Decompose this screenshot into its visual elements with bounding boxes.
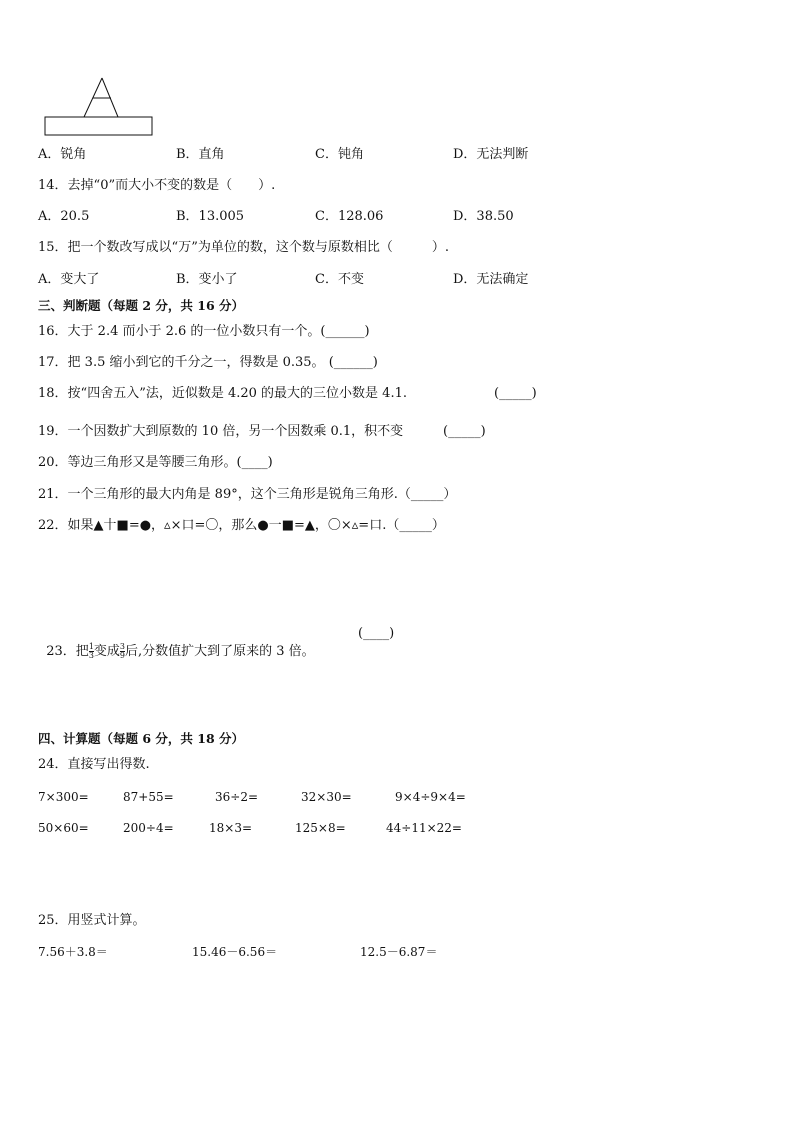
q25-calc-2: 15.46－6.56＝	[192, 945, 278, 959]
q20-text: 20．等边三角形又是等腰三角形。(____)	[38, 455, 273, 470]
base-rectangle	[45, 117, 152, 135]
q21-text: 21．一个三角形的最大内角是 89°，这个三角形是锐角三角形.（_____）	[38, 487, 457, 502]
q24-calc-10: 44÷11×22=	[386, 821, 462, 835]
q24-calc-1: 7×300=	[38, 790, 89, 804]
q17-text: 17．把 3.5 缩小到它的千分之一，得数是 0.35。 (______)	[38, 355, 378, 370]
q23-fraction-2-denominator: 9	[119, 651, 126, 660]
q23-fraction-1-numerator: 1	[88, 642, 94, 651]
q24-calc-8: 18×3=	[209, 821, 253, 835]
q25-calc-1: 7.56＋3.8＝	[38, 945, 108, 959]
q24-text: 24．直接写出得数.	[38, 757, 150, 772]
q23-middle: 变成	[93, 644, 120, 659]
q13-option-d[interactable]: D．无法判断	[453, 147, 529, 162]
q13-option-b[interactable]: B．直角	[176, 147, 225, 162]
q13-option-a[interactable]: A．锐角	[38, 147, 87, 162]
q22-text: 22．如果▲十■=●，▵×口=〇，那么●一■=▲，〇×▵=口.（_____）	[38, 518, 445, 533]
q14-option-b[interactable]: B．13.005	[176, 209, 245, 224]
q19-text: 19．一个因数扩大到原数的 10 倍，另一个因数乘 0.1，积不变	[38, 424, 404, 439]
q14-option-a[interactable]: A．20.5	[38, 209, 90, 224]
q23-prefix: 23．把	[46, 644, 89, 659]
q15-option-b[interactable]: B．变小了	[176, 272, 238, 287]
q23-fraction-2-numerator: 3	[119, 642, 126, 651]
q25-text: 25．用竖式计算。	[38, 913, 146, 928]
q14-option-d[interactable]: D．38.50	[453, 209, 514, 224]
q14-text: 14．去掉“0”而大小不变的数是（ ）.	[38, 178, 276, 193]
q23-line	[38, 625, 315, 661]
q23-fraction-1-denominator: 3	[88, 651, 94, 660]
q14-option-c[interactable]: C．128.06	[315, 209, 384, 224]
q23-blank[interactable]: (____)	[358, 626, 395, 641]
section-3-title: 三、判断题（每题 2 分，共 16 分）	[38, 298, 245, 313]
q13-option-c[interactable]: C．钝角	[315, 147, 364, 162]
q24-calc-2: 87+55=	[123, 790, 174, 804]
section-4-title: 四、计算题（每题 6 分，共 18 分）	[38, 731, 245, 746]
q24-calc-9: 125×8=	[295, 821, 346, 835]
q25-calc-3: 12.5－6.87＝	[360, 945, 438, 959]
q15-option-c[interactable]: C．不变	[315, 272, 364, 287]
q24-calc-4: 32×30=	[301, 790, 352, 804]
q18-blank[interactable]: (_____)	[494, 386, 537, 401]
q18-text: 18．按“四舍五入”法，近似数是 4.20 的最大的三位小数是 4.1.	[38, 386, 407, 401]
q15-option-d[interactable]: D．无法确定	[453, 272, 529, 287]
q24-calc-7: 200÷4=	[123, 821, 174, 835]
q15-option-a[interactable]: A．变大了	[38, 272, 100, 287]
q19-blank[interactable]: (_____)	[443, 424, 486, 439]
q16-text: 16．大于 2.4 而小于 2.6 的一位小数只有一个。(______)	[38, 324, 370, 339]
q15-text: 15．把一个数改写成以“万”为单位的数，这个数与原数相比（ ）.	[38, 240, 449, 255]
angle-figure-svg	[44, 74, 156, 138]
q24-calc-5: 9×4÷9×4=	[395, 790, 466, 804]
q24-calc-3: 36÷2=	[215, 790, 259, 804]
angle-figure	[44, 74, 156, 138]
q23-suffix: 后,分数值扩大到了原来的 3 倍。	[125, 644, 315, 659]
q24-calc-6: 50×60=	[38, 821, 89, 835]
